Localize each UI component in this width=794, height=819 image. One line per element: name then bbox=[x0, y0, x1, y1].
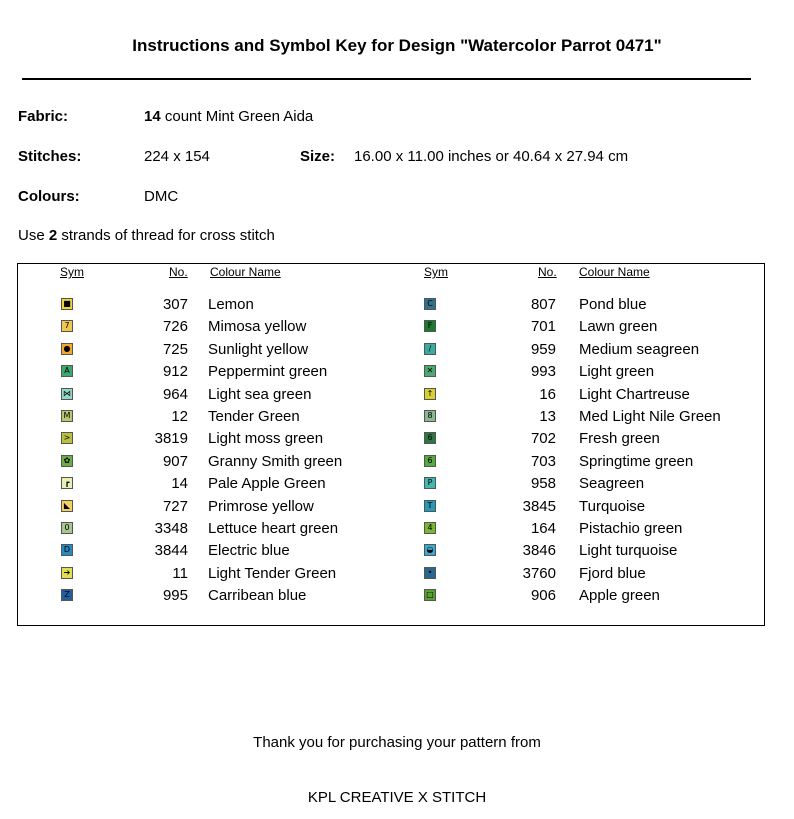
colour-name: Apple green bbox=[579, 587, 660, 605]
symbol-swatch-icon: > bbox=[61, 432, 73, 444]
thread-number: 958 bbox=[530, 475, 556, 493]
symbol-swatch-icon: ■ bbox=[61, 298, 73, 310]
stitches-value: 224 x 154 bbox=[144, 148, 210, 165]
symbol-swatch-icon: 8 bbox=[424, 410, 436, 422]
colour-name: Medium seagreen bbox=[579, 340, 700, 358]
thread-number: 727 bbox=[162, 497, 188, 515]
symbol-swatch-icon: ◒ bbox=[424, 544, 436, 556]
key-row bbox=[18, 363, 764, 385]
colour-name: Tender Green bbox=[208, 408, 300, 425]
thread-number: 3348 bbox=[154, 520, 188, 537]
colour-name: Light moss green bbox=[208, 430, 324, 448]
thread-number: 701 bbox=[530, 318, 556, 336]
colour-name: Pond blue bbox=[579, 296, 647, 313]
symbol-swatch-icon: P bbox=[424, 477, 436, 489]
fabric-count: 14 bbox=[144, 108, 161, 125]
thread-number: 995 bbox=[162, 587, 188, 605]
key-row bbox=[18, 587, 764, 609]
colour-name: Light turquoise bbox=[579, 542, 678, 560]
thank-you-text: Thank you for purchasing your pattern from bbox=[253, 734, 541, 751]
colour-name: Pale Apple Green bbox=[208, 475, 326, 493]
symbol-swatch-icon: 7 bbox=[61, 320, 73, 332]
instructions-pre: Use bbox=[18, 227, 45, 244]
thread-number: 807 bbox=[530, 296, 556, 313]
colour-name: Light Chartreuse bbox=[579, 385, 690, 403]
symbol-key-table bbox=[17, 263, 765, 626]
colour-name: Seagreen bbox=[579, 475, 645, 493]
symbol-swatch-icon: ◣ bbox=[61, 500, 73, 512]
header-no-right: No. bbox=[538, 265, 557, 279]
symbol-swatch-icon: ✿ bbox=[61, 455, 73, 467]
colour-name: Mimosa yellow bbox=[208, 318, 307, 336]
key-row bbox=[18, 453, 764, 475]
symbol-swatch-icon: 6 bbox=[424, 455, 436, 467]
instructions-post: strands of thread for cross stitch bbox=[61, 227, 275, 244]
header-name-left: Colour Name bbox=[210, 265, 281, 279]
symbol-swatch-icon: ┏ bbox=[61, 477, 73, 489]
fabric-description: count Mint Green Aida bbox=[164, 108, 314, 125]
key-row bbox=[18, 408, 764, 430]
colour-name: Lawn green bbox=[579, 318, 658, 336]
thread-number: 14 bbox=[171, 475, 188, 493]
colour-name: Med Light Nile Green bbox=[579, 408, 721, 425]
symbol-swatch-icon: D bbox=[61, 544, 73, 556]
colours-label: Colours: bbox=[18, 188, 80, 205]
colours-value: DMC bbox=[144, 188, 179, 205]
thread-number: 164 bbox=[530, 520, 556, 537]
symbol-swatch-icon: □ bbox=[424, 589, 436, 601]
colour-name: Granny Smith green bbox=[208, 452, 343, 470]
thread-number: 912 bbox=[162, 363, 188, 381]
symbol-swatch-icon: ✕ bbox=[424, 365, 436, 377]
size-value: 16.00 x 11.00 inches or 40.64 x 27.94 cm bbox=[354, 148, 629, 165]
symbol-swatch-icon: • bbox=[424, 567, 436, 579]
colour-name: Turquoise bbox=[579, 497, 646, 515]
thread-number: 12 bbox=[171, 408, 188, 425]
key-row bbox=[18, 498, 764, 520]
symbol-swatch-icon: ➔ bbox=[61, 567, 73, 579]
thread-number: 959 bbox=[530, 340, 556, 358]
colour-name: Lemon bbox=[208, 296, 254, 313]
thread-number: 3845 bbox=[522, 497, 556, 515]
symbol-swatch-icon: 0 bbox=[61, 522, 73, 534]
symbol-swatch-icon: ● bbox=[61, 343, 73, 355]
colour-name: Pistachio green bbox=[579, 520, 683, 537]
symbol-swatch-icon: 6 bbox=[424, 432, 436, 444]
strand-count: 2 bbox=[48, 227, 58, 244]
key-row bbox=[18, 430, 764, 452]
colour-name: Fjord blue bbox=[579, 564, 646, 582]
header-sym-right: Sym bbox=[424, 265, 448, 279]
key-row bbox=[18, 318, 764, 340]
symbol-swatch-icon: T bbox=[424, 500, 436, 512]
title-divider bbox=[22, 78, 751, 80]
thread-number: 307 bbox=[162, 296, 188, 313]
symbol-swatch-icon: M bbox=[61, 410, 73, 422]
key-row bbox=[18, 542, 764, 564]
symbol-swatch-icon: Z bbox=[61, 589, 73, 601]
colour-name: Primrose yellow bbox=[208, 497, 314, 515]
shop-name: KPL CREATIVE X STITCH bbox=[307, 789, 487, 806]
key-row bbox=[18, 475, 764, 497]
symbol-swatch-icon: 4 bbox=[424, 522, 436, 534]
colour-name: Light Tender Green bbox=[208, 564, 337, 582]
thread-number: 906 bbox=[530, 587, 556, 605]
colour-name: Carribean blue bbox=[208, 587, 307, 605]
header-sym-left: Sym bbox=[60, 265, 84, 279]
thread-number: 3844 bbox=[154, 542, 188, 560]
thread-number: 11 bbox=[172, 564, 188, 582]
thread-number: 703 bbox=[530, 452, 556, 470]
symbol-swatch-icon: A bbox=[61, 365, 73, 377]
thread-number: 16 bbox=[539, 385, 556, 403]
thread-number: 993 bbox=[530, 363, 556, 381]
thread-number: 3760 bbox=[522, 564, 556, 582]
thread-number: 964 bbox=[162, 385, 188, 403]
symbol-swatch-icon: F bbox=[424, 320, 436, 332]
size-label: Size: bbox=[300, 148, 336, 165]
colour-name: Peppermint green bbox=[208, 363, 328, 381]
colour-name: Light sea green bbox=[208, 385, 312, 403]
thread-number: 702 bbox=[530, 430, 556, 448]
colour-name: Lettuce heart green bbox=[208, 520, 339, 537]
symbol-swatch-icon: / bbox=[424, 343, 436, 355]
key-row bbox=[18, 386, 764, 408]
fabric-value bbox=[144, 108, 313, 125]
thread-number: 726 bbox=[162, 318, 188, 336]
symbol-swatch-icon: ↑ bbox=[424, 388, 436, 400]
colour-name: Sunlight yellow bbox=[208, 340, 309, 358]
thread-number: 3846 bbox=[522, 542, 556, 560]
thread-number: 13 bbox=[539, 408, 556, 425]
colour-name: Light green bbox=[579, 363, 655, 381]
colour-name: Electric blue bbox=[208, 542, 290, 560]
colour-name: Springtime green bbox=[579, 452, 694, 470]
colour-name: Fresh green bbox=[579, 430, 660, 448]
strand-instructions bbox=[18, 227, 275, 244]
key-row bbox=[18, 565, 764, 587]
key-row bbox=[18, 520, 764, 542]
header-no-left: No. bbox=[169, 265, 188, 279]
header-name-right: Colour Name bbox=[579, 265, 650, 279]
thread-number: 725 bbox=[162, 340, 188, 358]
symbol-swatch-icon: C bbox=[424, 298, 436, 310]
key-row bbox=[18, 296, 764, 318]
thread-number: 3819 bbox=[154, 430, 188, 448]
thread-number: 907 bbox=[162, 452, 188, 470]
key-row bbox=[18, 341, 764, 363]
stitches-label: Stitches: bbox=[18, 148, 82, 165]
page-title: Instructions and Symbol Key for Design "Watercolor Parrot 0471" bbox=[132, 36, 662, 55]
symbol-swatch-icon: ⋈ bbox=[63, 388, 71, 398]
fabric-label: Fabric: bbox=[18, 108, 69, 125]
